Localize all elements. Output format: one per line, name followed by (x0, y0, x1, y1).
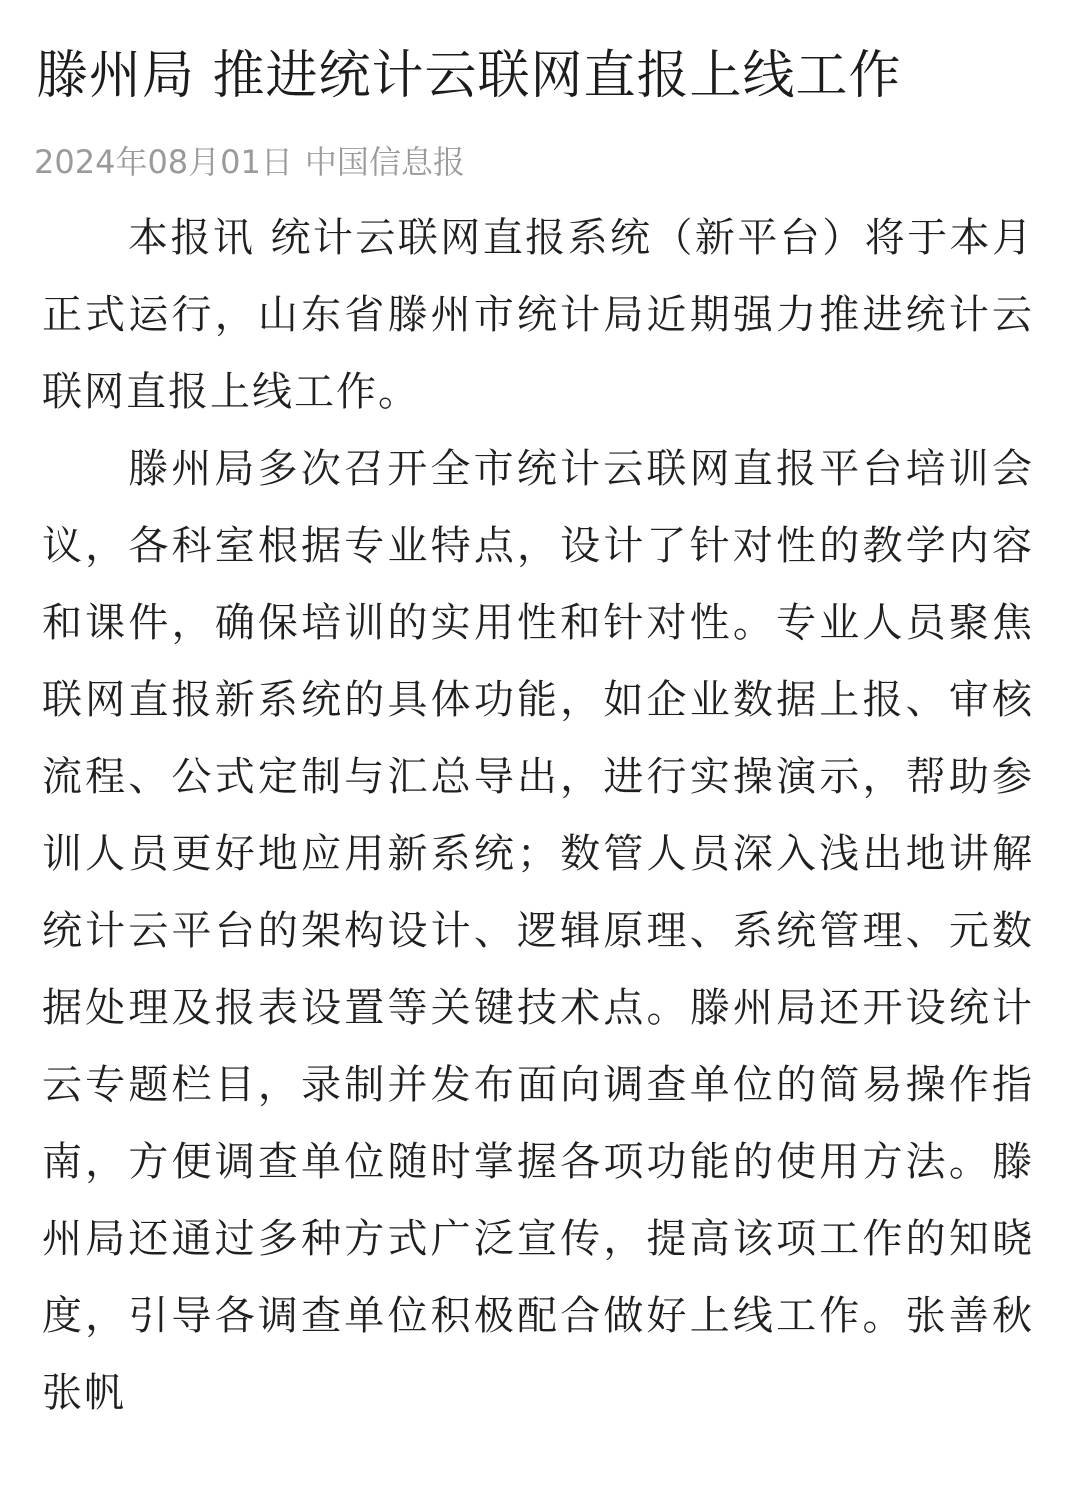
paragraph-main: 滕州局多次召开全市统计云联网直报平台培训会议，各科室根据专业特点，设计了针对性的教学内容和课件，确保培训的实用性和针对性。专业人员聚焦联网直报新系统的具体功能，如企业数据上报、审核流程、公式定制与汇总导出，进行实操演示，帮助参训人员更好地应用新系统；数管人员深入浅出地讲解统计云平台的架构设计、逻辑原理、系统管理、元数据处理及报表设置等关键技术点。滕州局还开设统计云专题栏目，录制并发布面向调查单位的简易操作指南，方便调查单位随时掌握各项功能的使用方法。滕州局还通过多种方式广泛宣传，提高该项工作的知晓度，引导各调查单位积极配合做好上线工作。张善秋 张帆 (42, 446, 1034, 1416)
article-meta (34, 140, 465, 184)
paragraph-lead: 本报讯 统计云联网直报系统（新平台）将于本月正式运行，山东省滕州市统计局近期强力推进统计云联网直报上线工作。 (42, 215, 1034, 415)
article-body (42, 200, 1034, 1432)
article-title: 滕州局 推进统计云联网直报上线工作 (36, 46, 902, 106)
news-source: 中国信息报 (304, 143, 465, 181)
publish-date: 2024年08月01日 (34, 143, 293, 181)
